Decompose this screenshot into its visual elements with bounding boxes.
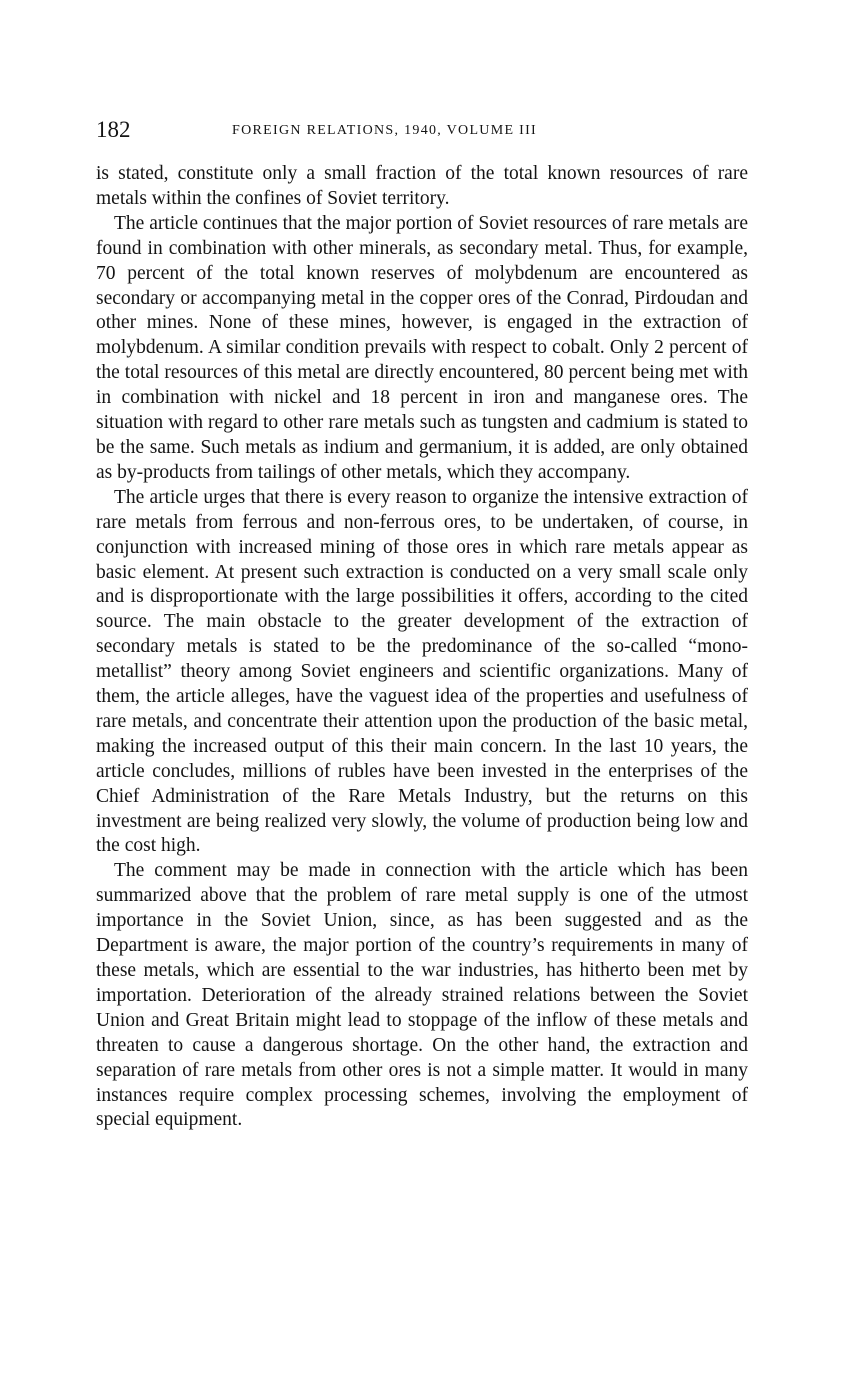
paragraph-continued: is stated, constitute only a small fraction of the total known resources of rare metals within the confines of Soviet territory. xyxy=(96,163,748,209)
paragraph-comment: The comment may be made in connection with the article which has been summarized above that the problem of rare metal supply is one of the utmost importance in the Soviet Union, since, as has been suggested and as the Department is aware, the major portion of the country’s requirements in many of these metals, which are essential to the war industries, has hitherto been met by importation. Deterioration of the already strained relations between the Soviet Union and Great Britain might lead to stoppage of the inflow of these metals and threaten to cause a dangerous shortage. On the other hand, the extraction and separation of rare metals from other ores is not a simple matter. It would in many instances require complex processing schemes, involving the employment of special equipment. xyxy=(96,860,748,1131)
body-text xyxy=(96,162,748,1133)
page-header xyxy=(96,116,748,148)
paragraph-soviet-resources: The article continues that the major portion of Soviet resources of rare metals are found in combination with other minerals, as secondary metal. Thus, for example, 70 percent of the total known reserves of molybdenum are encountered as secondary or accompanying metal in the copper ores of the Conrad, Pirdoudan and other mines. None of these mines, however, is engaged in the extraction of molybdenum. A similar condition prevails with respect to cobalt. Only 2 percent of the total resources of this metal are directly encountered, 80 percent being met with in combination with nickel and 18 percent in iron and manganese ores. The situation with regard to other rare metals such as tungsten and cadmium is stated to be the same. Such metals as indium and germanium, it is added, are only obtained as by-products from tailings of other metals, which they accompany. xyxy=(96,212,748,483)
running-head: FOREIGN RELATIONS, 1940, VOLUME III xyxy=(232,123,538,138)
page-number: 182 xyxy=(96,117,131,142)
paragraph-extraction-urged: The article urges that there is every reason to organize the intensive extraction of rare metals from ferrous and non-ferrous ores, to be undertaken, of course, in conjunction with increased mining of those ores in which rare metals appear as basic element. At present such extraction is conducted on a very small scale only and is disproportionate with the large possibilities it offers, according to the cited source. The main obstacle to the greater development of the extraction of secondary metals is stated to be the predominance of the so-called “mono-metallist” theory among Soviet engineers and scientific organizations. Many of them, the article alleges, have the vaguest idea of the properties and usefulness of rare metals, and concentrate their attention upon the production of the basic metal, making the increased output of this their main concern. In the last 10 years, the article concludes, millions of rubles have been invested in the enterprises of the Chief Administration of the Rare Metals Industry, but the returns on this investment are being realized very slowly, the volume of production being low and the cost high. xyxy=(96,486,748,857)
